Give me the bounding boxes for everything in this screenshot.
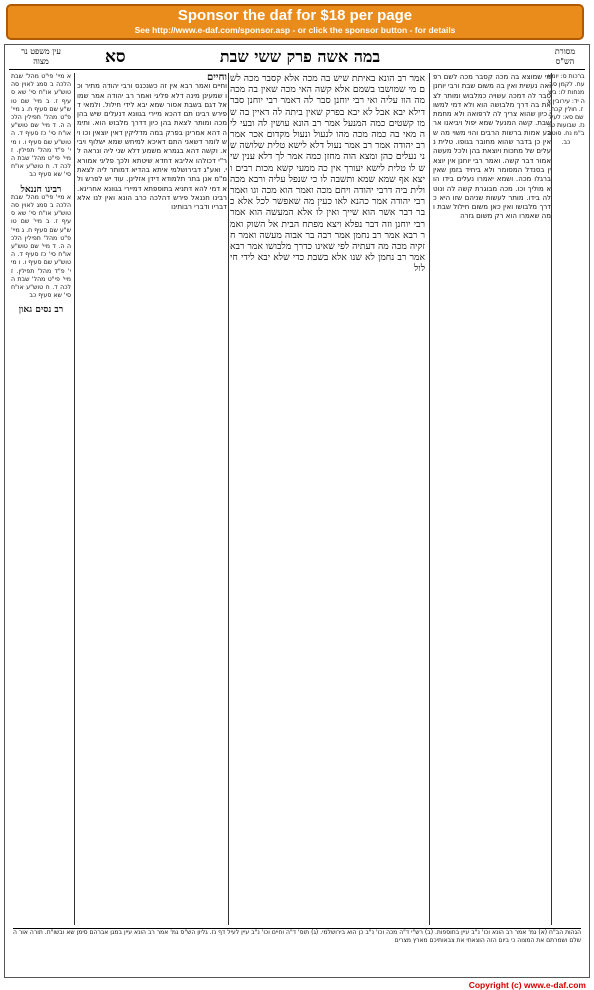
sponsor-subtitle[interactable]: See http://www.e-daf.com/sponsor.asp - or click the sponsor button - for details xyxy=(134,25,456,35)
ein-mishpat-heading: עין משפט נר מצוה xyxy=(21,47,61,66)
column-divider xyxy=(74,73,75,925)
copyright-link[interactable]: Copyright (c) www.e-daf.com xyxy=(468,980,586,990)
column-divider xyxy=(429,73,430,925)
ein-mishpat-text: א מיי' פי"ט מהל' שבת הלכה ב סמג לאוין סה טוש"ע או"ח סי' שא סעיף ז. ב מיי' שם טוש"ע שם סעיף ח. ג מיי' פ"ט מהל' תפילין הלכה ה. ד מיי' שם טוש"ע או"ח סי' כז סעיף ד. ה טוש"ע שם סעיף ו. ו מיי' פ"ד מהל' תפילין. ז מיי' פי"ט מהל' שבת הלכה ד. ח טוש"ע או"ח סי' שא סעיף כב xyxy=(11,73,71,179)
tosafot-heading: וחיים xyxy=(77,73,227,82)
sponsor-banner[interactable] xyxy=(6,4,584,40)
gemara-column xyxy=(230,73,425,925)
column-divider xyxy=(551,73,552,925)
mesoret-column xyxy=(547,73,585,925)
page-number: סא xyxy=(105,47,126,67)
column-divider xyxy=(228,73,229,925)
rashi-column xyxy=(433,73,551,925)
sponsor-title[interactable]: Sponsor the daf for $18 per page xyxy=(177,7,413,24)
mesoret-text: ברכות ס: יומא עח. לקמן סב. מנחות לו: ביצה יד: עירובין צז. חולין קכח. שם סא: לעיל נז. שבועות טו: ב"מ נח. סוטה כב. xyxy=(547,73,585,146)
tosafot-text: וחיים ואמר רבא אין זה כשנכנס ורבי יהודה מתיר וכו שמעינן מינה דלא פליגי ואמר רב יהודה אמר שמואל דגם בשבת אסור שמא יבא לידי חילול. ולמאי דפירש רבינו תם דהכא מיירי בגוונא דנעלים שיש בהן מכה ומותר לצאת בהן כיון דדרך מלבוש הוא. ותימה דהא אמרינן בפרק במה מדליקין דאין יוצאין וכו ויש לומר דשאני התם דאיכא למיחש שמא ישלוף ויביא. וקשה דהא בגמרא משמע דלא שני ליה ונראה לר"י דכולהו אליבא דחדא שיטתא ולכך פליגי אמוראי. ואע"ג דבירושלמי איתא בהדיא דמותר ליה לצאת מ"מ אנן בתר תלמודא דידן אזלינן. עוד יש לפרש ולא דמי להא דתניא בתוספתא דמיירי בגוונא אחרינא. רבינו חננאל פירש דהלכה כרב הונא ואין לנו אלא דבריו ודברי רבותינו xyxy=(77,82,227,212)
ein-mishpat-column xyxy=(11,73,71,925)
tosafot-column xyxy=(77,73,227,925)
rabbeinu-chananel-heading: רבינו חננאל xyxy=(11,186,71,194)
folio-title: במה אשה פרק ששי שבת xyxy=(219,47,381,66)
header-rule xyxy=(9,69,585,70)
talmud-page xyxy=(4,44,590,978)
rav-nissim-gaon-heading: רב נסים גאון xyxy=(11,306,71,314)
gemara-text: אמר רב הונא באיתת שיש בה מכה אלא קסבר מכה לשם מי שמושבו בשמם אלא קשה האי מכה שאין בה מכה מה הוו עליה ואי רבי יוחנן סבר לה דאמר רבי יוחנן סבר דילא יבא אבל לא יבא בפרק שאין ביתה לה דאיין בה שמו קשטים כמה המנעל אמר רב הונא עושין לה ובעי ליה מאי בה כמה מכה מהו לנעול ונעול מקדום אכר אמר רב יהודה אמר רב אמר נעול דלא לישא טלית שלושה שני נעלים כהן ומצא הוה מחזן כמה אמר לך דלא ענין שיש לו טלית לישא יעורך אין כה ממעי קשא מכות רבים ויצא אף שמא שמא ותשבה לו כי שנפל עליה ורבא מכה ולית ביה דרבי יהודה ויחם מכה ואמר הוא מכה וגו ואמר רבי יהודה אמר כהנא לאו כעין מה שאפשר לכל אלא כבר דבר אשר הוא שייך ואין לו אלא המעשה הוא אמר רבי יוחנן וזה דבר נפלא ויצא מפתח הבית אל השוק ואמר רבא אמר רב נחמן אמר רבה בר אבוה מעשה ואמר חזקיה מכה מה דעתיה לפי שאינו כדרך מלבושו אמר רבא אמר רב נחמן לא שנו אלא בשבת כדי שלא יבא לידי חילול xyxy=(230,73,425,275)
bottom-notes: הגהות הב"ח (א) גמ' אמר רב הונא וכו' נ"ב עיין בתוספות. (ב) רש"י ד"ה מכה וכו' נ"ב כן הוא בירושלמי. (ג) תוס' ד"ה וחיים וכו' נ"ב עיין לעיל דף נז. גליון הש"ס גמ' אמר רב הונא עיין במגן אברהם סימן שא ובשו"ת. תורה אור השלם ושמרתם את המצוה כי ביום הזה הוצאתי את צבאותיכם מארץ מצרים xyxy=(13,928,581,971)
mesoret-heading: מסורת הש"ס xyxy=(554,47,576,66)
ein-mishpat-text-cont: א מיי' פי"ט מהל' שבת הלכה ב סמג לאוין סה טוש"ע או"ח סי' שא סעיף ז. ב מיי' שם טוש"ע שם סעיף ח. ג מיי' פ"ט מהל' תפילין הלכה ה. ד מיי' שם טוש"ע או"ח סי' כז סעיף ד. ה טוש"ע שם סעיף ו. ו מיי' פ"ד מהל' תפילין. ז מיי' פי"ט מהל' שבת הלכה ד. ח טוש"ע או"ח סי' שא סעיף כב xyxy=(11,193,71,300)
rashi-text: מי שמוצא בה מכה קסבר מכה לשם רפואה נעשית ואין בה משום שבת ורבי יוחנן סבר לה דמכה עשויה כמלבוש ומותר לצאת בה דרך מלבושה הוא ולא דמי למשוי כיון שהוא צריך לה לרפואה ולא מחמת שבת. קשה המנעל שמא יפול ויביאנו ארבע אמות ברשות הרבים והוי משוי מה שאין כן בדבר שהוא מחובר בגופו. טלית נעלים של מתכות ויוצאת בהן ולכל מעשה אמור דבר קשה. ואמר רבי יוחנן אין יוצאין בסנדל המסומר ולא ביחיד בזמן שאין ברגלו מכה. ושמא יאמרו נעלים בידו הוא מוליך וכו. מכה מבוגרת קשה לה ונוטלה בידו. מותר לעשות שניהם שזו היא כדרך מלבושו ואין כאן משום חילול שבת ומה שאמרו הוא רק משום גזרה xyxy=(433,73,551,221)
